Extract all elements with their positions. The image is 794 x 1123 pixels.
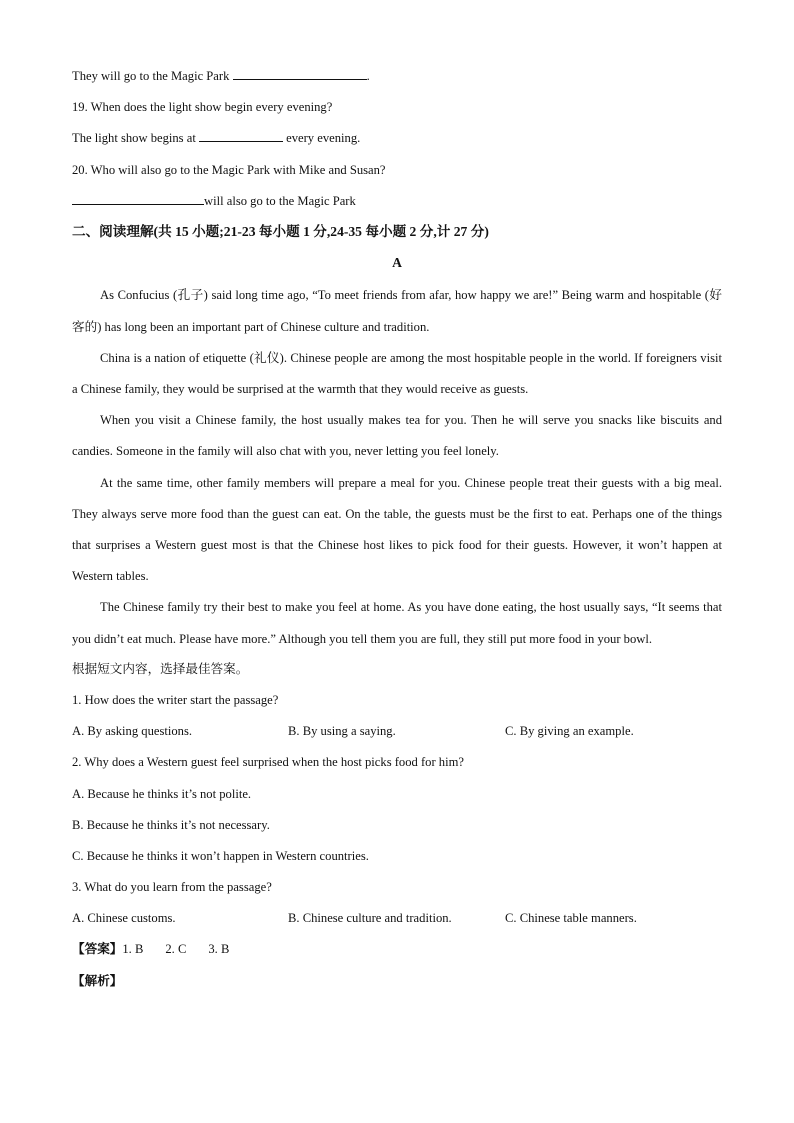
passage-paragraph: As Confucius (孔子) said long time ago, “To meet friends from afar, how happy we are!” Being warm and hospitable (好客的) has long been an important part of Chinese culture and tradition. [72, 288, 722, 334]
answer-blank[interactable] [199, 127, 283, 142]
q18-line-start: They will go to the Magic Park [72, 69, 230, 83]
answer-line [72, 935, 722, 966]
q18-answer-line [72, 62, 722, 93]
answer-blank[interactable] [233, 65, 367, 80]
section-heading: 二、阅读理解(共 15 小题;21-23 每小题 1 分,24-35 每小题 2 分,计 27 分) [72, 223, 489, 239]
answer-2: 2. C [165, 942, 187, 957]
option-b[interactable]: B. Because he thinks it’s not necessary. [72, 817, 270, 832]
question-stem: 2. Why does a Western guest feel surprised when the host picks food for him? [72, 755, 464, 770]
option-c[interactable]: C. Chinese table manners. [505, 911, 637, 926]
question-stem: 1. How does the writer start the passage? [72, 692, 279, 707]
q19-line-end: every evening. [286, 131, 361, 146]
q20-answer-line [72, 187, 722, 218]
answer-1: 1. B [122, 942, 144, 957]
question-19: 19. When does the light show begin every evening? [72, 100, 333, 115]
passage-paragraph: The Chinese family try their best to make you feel at home. As you have done eating, the host usually says, “It seems that you didn’t eat much. Please have more.” Although you tell them you are full, they still put more food in your bowl. [72, 600, 722, 646]
analysis-label: 【解析】 [72, 973, 123, 988]
answer-3: 3. B [208, 942, 230, 957]
question-20: 20. Who will also go to the Magic Park with Mike and Susan? [72, 162, 386, 177]
exam-page [72, 62, 722, 998]
question-stem: 3. What do you learn from the passage? [72, 880, 272, 895]
option-c[interactable]: C. By giving an example. [505, 724, 634, 739]
passage-paragraph: China is a nation of etiquette (礼仪). Chinese people are among the most hospitable people in the world. If foreigners visit a Chinese family, they would be surprised at the warmth that they would receive as guests. [72, 350, 722, 396]
q19-line-start: The light show begins at [72, 131, 196, 146]
option-b[interactable]: B. Chinese culture and tradition. [288, 911, 452, 926]
passage-label: A [392, 255, 402, 271]
instruction: 根据短文内容，选择最佳答案。 [72, 661, 249, 676]
q20-line-end: will also go to the Magic Park [204, 193, 356, 208]
passage-paragraph: At the same time, other family members will prepare a meal for you. Chinese people treat their guests with a big meal. They always serve more food than the guest can eat. On the table, the guests must be the first to eat. Perhaps one of the things that surprises a Western guest most is that the Chinese host likes to pick food for their guests. However, it won’t happen at Western tables. [72, 475, 722, 584]
answer-blank[interactable] [72, 190, 204, 205]
option-a[interactable]: A. Chinese customs. [72, 911, 176, 926]
option-c[interactable]: C. Because he thinks it won’t happen in Western countries. [72, 848, 369, 863]
option-a[interactable]: A. By asking questions. [72, 724, 192, 739]
answer-label: 【答案】 [72, 942, 123, 957]
q19-answer-line [72, 124, 722, 155]
q18-line-end: . [366, 69, 370, 83]
option-b[interactable]: B. By using a saying. [288, 724, 396, 739]
option-a[interactable]: A. Because he thinks it’s not polite. [72, 786, 252, 801]
option-row [72, 904, 722, 935]
passage-paragraph: When you visit a Chinese family, the host usually makes tea for you. Then he will serve you snacks like biscuits and candies. Someone in the family will also chat with you, never letting you feel lonely. [72, 413, 722, 459]
option-row [72, 717, 722, 748]
